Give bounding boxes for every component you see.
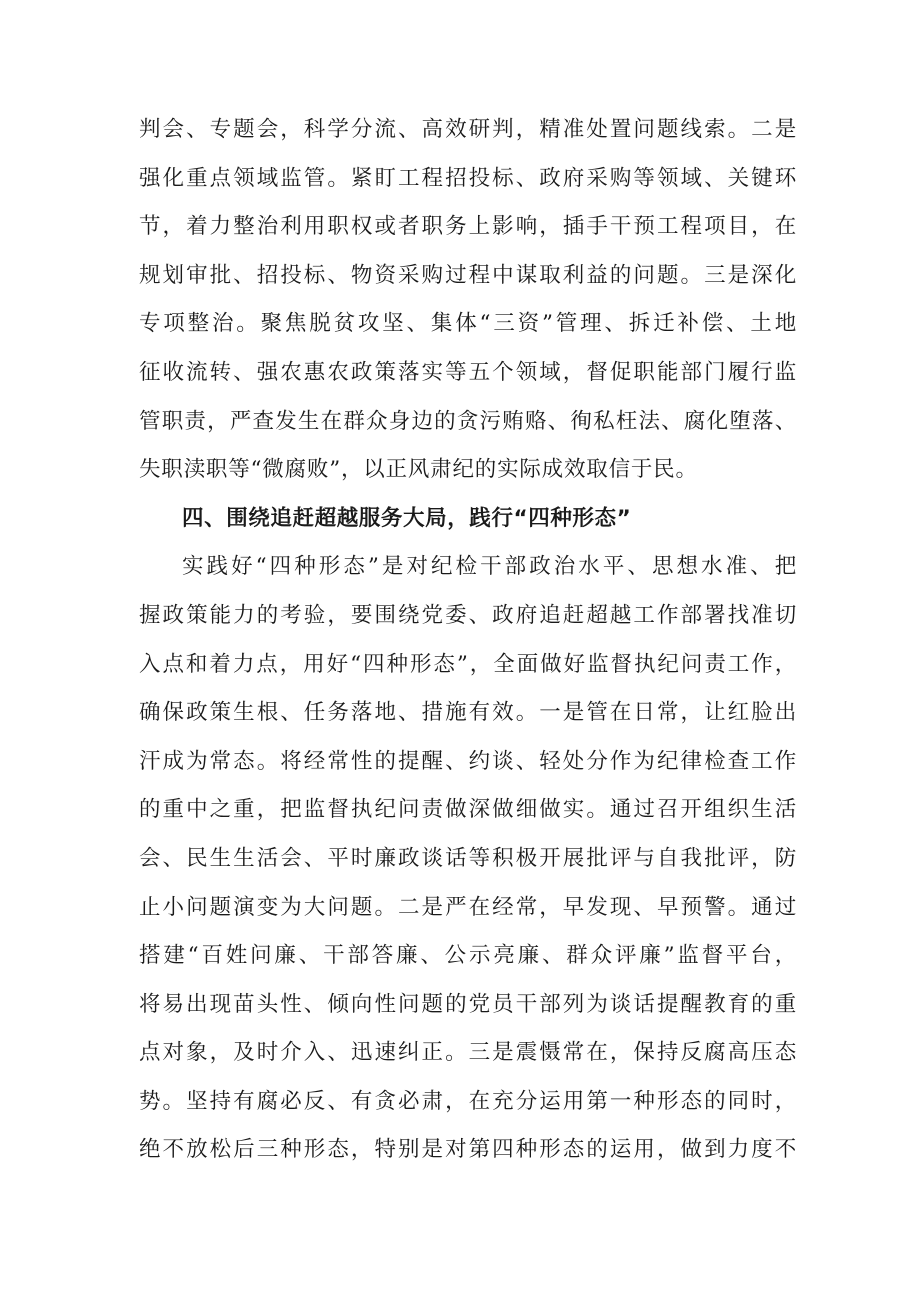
body-line: 专项整治。聚焦脱贫攻坚、集体“三资”管理、拆迁补偿、土地 <box>139 311 797 337</box>
body-line: 强化重点领域监管。紧盯工程招投标、政府采购等领域、关键环 <box>139 165 797 191</box>
body-line: 判会、专题会，科学分流、高效研判，精准处置问题线索。二是 <box>139 117 797 142</box>
body-line: 汗成为常态。将经常性的提醒、约谈、轻处分作为纪律检查工作 <box>139 748 797 774</box>
body-line: 规划审批、招投标、物资采购过程中谋取利益的问题。三是深化 <box>139 262 797 288</box>
body-line: 会、民生生活会、平时廉政谈话等积极开展批评与自我批评，防 <box>139 845 797 871</box>
body-line: 点对象，及时介入、迅速纠正。三是震慑常在，保持反腐高压态 <box>139 1040 797 1066</box>
body-line: 搭建“百姓问廉、干部答廉、公示亮廉、群众评廉”监督平台， <box>139 943 797 969</box>
body-line: 握政策能力的考验，要围绕党委、政府追赶超越工作部署找准切 <box>139 602 797 628</box>
body-line: 征收流转、强农惠农政策落实等五个领域，督促职能部门履行监 <box>139 359 797 385</box>
body-line: 确保政策生根、任务落地、措施有效。一是管在日常，让红脸出 <box>139 700 797 726</box>
body-line-last: 失职渎职等“微腐败”，以正风肃纪的实际成效取信于民。 <box>139 457 698 483</box>
body-line: 绝不放松后三种形态，特别是对第四种形态的运用，做到力度不 <box>139 1137 797 1163</box>
body-line: 节，着力整治利用职权或者职务上影响，插手干预工程项目，在 <box>139 214 797 240</box>
body-line: 将易出现苗头性、倾向性问题的党员干部列为谈话提醒教育的重 <box>139 991 797 1017</box>
document-body <box>139 106 797 1175</box>
body-line: 入点和着力点，用好“四种形态”，全面做好监督执纪问责工作， <box>139 651 797 677</box>
paragraph-first-line: 实践好“四种形态”是对纪检干部政治水平、思想水准、把 <box>182 554 797 580</box>
section-heading: 四、围绕追赶超越服务大局，践行“四种形态” <box>182 505 632 531</box>
body-line: 止小问题演变为大问题。二是严在经常，早发现、早预警。通过 <box>139 894 797 920</box>
body-line: 势。坚持有腐必反、有贪必肃，在充分运用第一种形态的同时， <box>139 1088 797 1114</box>
body-line: 的重中之重，把监督执纪问责做深做细做实。通过召开组织生活 <box>139 797 797 823</box>
body-line: 管职责，严查发生在群众身边的贪污贿赂、徇私枉法、腐化堕落、 <box>139 408 797 434</box>
